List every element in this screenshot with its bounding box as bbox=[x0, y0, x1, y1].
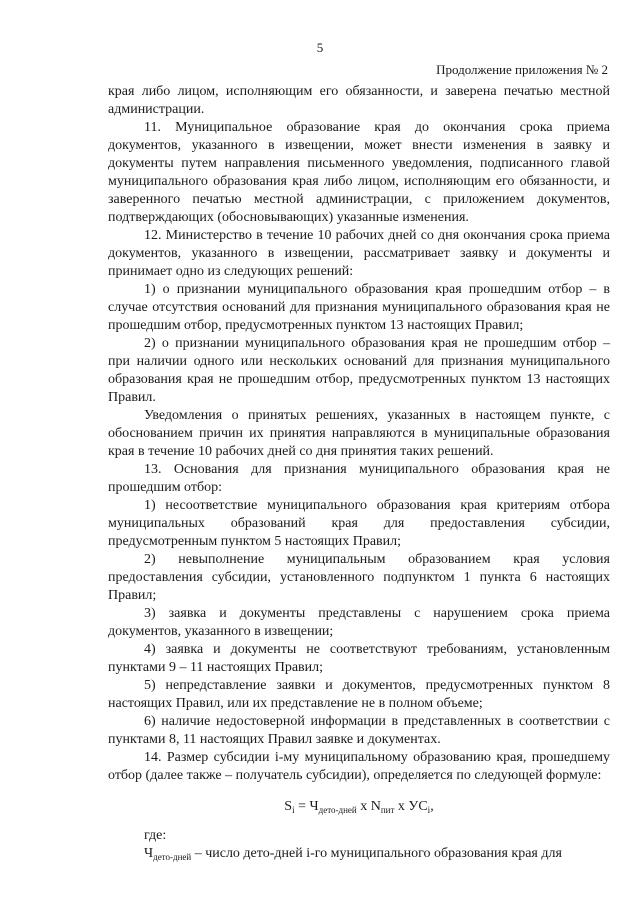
paragraph: края либо лицом, исполняющим его обязанности, и заверена печатью местной администрации. bbox=[108, 84, 610, 117]
appendix-continuation-label: Продолжение приложения № 2 bbox=[436, 62, 608, 77]
formula-us-subscript: i bbox=[427, 805, 431, 815]
list-item: 3) заявка и документы представлены с нарушением срока приема документов, указанного в извещении; bbox=[108, 606, 610, 639]
list-item: 1) несоответствие муниципального образования края критериям отбора муниципальных образований края для предоставления субсидии, предусмотренным пунктом 5 настоящих Правил; bbox=[108, 498, 610, 549]
paragraph: 13. Основания для признания муниципального образования края не прошедшим отбор: bbox=[108, 462, 610, 495]
formula-s-subscript: i bbox=[292, 805, 295, 815]
list-item: 5) непредставление заявки и документов, предусмотренных пунктом 8 настоящих Правил, или их представление не в полном объеме; bbox=[108, 678, 610, 711]
page-number: 5 bbox=[316, 40, 324, 55]
paragraph: 14. Размер субсидии i-му муниципальному образованию края, прошедшему отбор (далее также – получатель субсидии), определяется по следующей формуле: bbox=[108, 750, 610, 783]
list-item: 2) о признании муниципального образования края не прошедшим отбор – при наличии одного или нескольких оснований для признания муниципального образования края не прошедшим отбор, предусмотренных пунктом 13 настоящих Правил. bbox=[108, 336, 610, 405]
where-label: где: bbox=[144, 828, 167, 843]
formula-s: S bbox=[284, 799, 293, 814]
list-item: 2) невыполнение муниципальным образованием края условия предоставления субсидии, установленного подпунктом 1 пункта 6 настоящих Правил; bbox=[108, 552, 610, 603]
formula-us: УС bbox=[408, 799, 428, 814]
formula-times: x bbox=[394, 799, 409, 814]
formula-comma: , bbox=[430, 799, 434, 814]
list-item: 1) о признании муниципального образования края прошедшим отбор – в случае отсутствия оснований для признания муниципального образования края не прошедшим отбор, предусмотренных пунктом 13 настоящих Правил; bbox=[108, 282, 610, 333]
list-item: 4) заявка и документы не соответствуют требованиям, установленным пунктами 9 – 11 настоящих Правил; bbox=[108, 642, 610, 675]
formula-ch: Ч bbox=[309, 799, 319, 814]
formula-equals: = bbox=[294, 799, 310, 814]
paragraph: 12. Министерство в течение 10 рабочих дней со дня окончания срока приема документов, указанного в извещении, рассматривает заявку и документы и принимает одно из следующих решений: bbox=[108, 228, 610, 279]
document-body bbox=[108, 83, 610, 863]
paragraph: 11. Муниципальное образование края до окончания срока приема документов, указанного в извещении, может внести изменения в заявку и документы путем направления письменного уведомления, подписанного главой муниципального образования края либо лицом, исполняющим его обязанности, и заверенного печатью местной администрации, с приложением документов, подтверждающих (обосновывающих) указанные изменения. bbox=[108, 120, 610, 225]
definition-symbol-subscript: дето-дней bbox=[153, 852, 192, 862]
formula-ch-subscript: дето-дней bbox=[318, 805, 357, 815]
definition-symbol: Ч bbox=[144, 846, 154, 861]
variable-definition bbox=[108, 845, 610, 863]
formula-times: x bbox=[356, 799, 371, 814]
formula-n: N bbox=[370, 799, 381, 814]
definition-text: – число дето-дней i-го муниципального образования края для bbox=[191, 846, 562, 861]
paragraph: Уведомления о принятых решениях, указанных в настоящем пункте, с обоснованием причин их принятия направляются в муниципальные образования края в течение 10 рабочих дней со дня принятия таких решений. bbox=[108, 408, 610, 459]
subsidy-formula bbox=[108, 795, 610, 819]
list-item: 6) наличие недостоверной информации в представленных в соответствии с пунктами 8, 11 настоящих Правил заявке и документах. bbox=[108, 714, 610, 747]
formula-n-subscript: пит bbox=[380, 805, 395, 815]
